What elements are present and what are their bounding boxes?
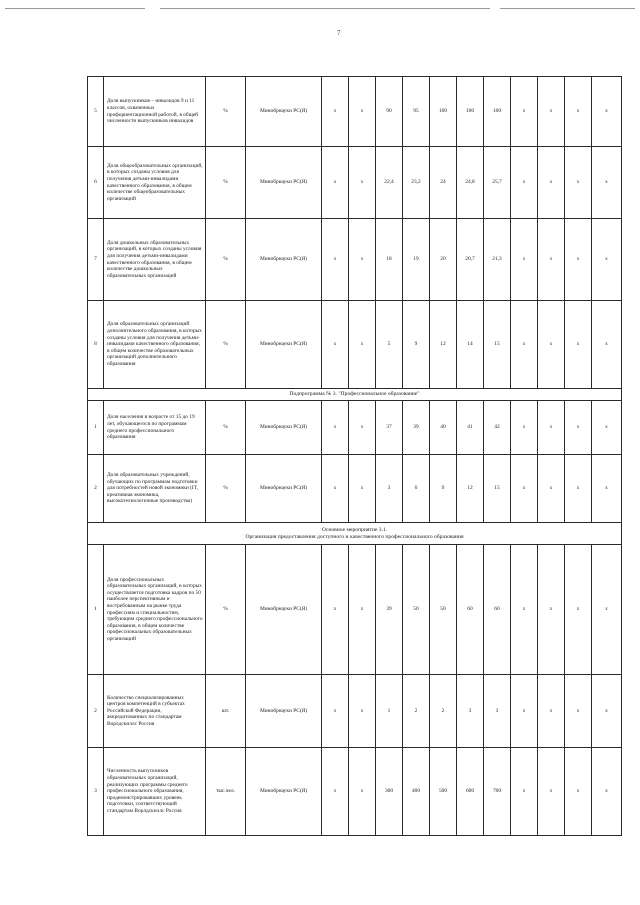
value-cell: х — [511, 77, 538, 147]
value-cell: х — [511, 147, 538, 219]
value-cell: 41 — [457, 401, 484, 455]
row-number: 1 — [88, 401, 104, 455]
value-cell: 24,8 — [457, 147, 484, 219]
value-cell: х — [349, 301, 376, 389]
value-cell: х — [511, 675, 538, 748]
value-cell: х — [538, 301, 565, 389]
value-cell: х — [592, 147, 622, 219]
value-cell: 300 — [376, 748, 403, 836]
unit-cell: % — [206, 301, 246, 389]
unit-cell: % — [206, 77, 246, 147]
subprogram-title: Подпрограмма № 3. "Профессиональное образование" — [88, 389, 622, 401]
responsible-cell: Минобрнауки РС(Я) — [246, 401, 322, 455]
value-cell: 9 — [430, 455, 457, 523]
value-cell: 14 — [457, 301, 484, 389]
value-cell: 100 — [457, 77, 484, 147]
value-cell: 23,2 — [403, 147, 430, 219]
value-cell: 3 — [376, 455, 403, 523]
value-cell: х — [592, 455, 622, 523]
value-cell: 9 — [403, 301, 430, 389]
indicators-table — [87, 76, 622, 836]
value-cell: 100 — [430, 77, 457, 147]
value-cell: х — [511, 219, 538, 301]
value-cell: 500 — [430, 748, 457, 836]
table-row — [88, 401, 622, 455]
value-cell: х — [349, 77, 376, 147]
value-cell: х — [511, 301, 538, 389]
value-cell: 18 — [376, 219, 403, 301]
value-cell: х — [511, 455, 538, 523]
indicator-name: Численность выпускников образовательных организаций, реализующих программы среднего профессионального образования, продемонстрировавших уровень подготовки, соответствующий стандартам Ворлдскиллс Россия — [104, 748, 206, 836]
scan-top-line — [500, 8, 635, 9]
unit-cell: % — [206, 455, 246, 523]
unit-cell: шт. — [206, 675, 246, 748]
value-cell: х — [349, 147, 376, 219]
value-cell: х — [565, 455, 592, 523]
value-cell: х — [538, 219, 565, 301]
value-cell: 39 — [403, 401, 430, 455]
indicator-name: Доля дошкольных образовательных организаций, в которых созданы условия для получения детьми-инвалидами качественного образования, в общем количестве дошкольных образовательных организаций — [104, 219, 206, 301]
value-cell: х — [322, 401, 349, 455]
row-number: 2 — [88, 455, 104, 523]
value-cell: х — [538, 675, 565, 748]
value-cell: 12 — [430, 301, 457, 389]
value-cell: 15 — [484, 301, 511, 389]
value-cell: х — [565, 545, 592, 675]
value-cell: х — [349, 545, 376, 675]
value-cell: х — [538, 147, 565, 219]
value-cell: 5 — [376, 301, 403, 389]
responsible-cell: Минобрнауки РС(Я) — [246, 675, 322, 748]
value-cell: х — [565, 675, 592, 748]
indicator-name: Доля образовательных учреждений, обучающих по программам подготовки для потребностей новой экономики (IT, креативная экономика, высокотехнологичные производства) — [104, 455, 206, 523]
value-cell: 3 — [457, 675, 484, 748]
value-cell: 37 — [376, 401, 403, 455]
row-number: 3 — [88, 748, 104, 836]
value-cell: х — [511, 748, 538, 836]
value-cell: х — [322, 301, 349, 389]
value-cell: 3 — [484, 675, 511, 748]
value-cell: 20,7 — [457, 219, 484, 301]
value-cell: 40 — [430, 401, 457, 455]
table-row — [88, 219, 622, 301]
value-cell: х — [565, 748, 592, 836]
value-cell: х — [538, 77, 565, 147]
value-cell: х — [538, 748, 565, 836]
indicator-name: Доля профессиональных образовательных организаций, в которых осуществляется подготовка кадров по 50 наиболее перспективным и востребованным на рынке труда профессиям и специальностям, требующим среднего профессионального образования, в общем количестве профессиональных образовательных организаций — [104, 545, 206, 675]
table-row — [88, 77, 622, 147]
value-cell: 2 — [403, 675, 430, 748]
value-cell: 600 — [457, 748, 484, 836]
value-cell: х — [511, 545, 538, 675]
value-cell: 20 — [430, 219, 457, 301]
page-number: 7 — [337, 29, 341, 37]
subprogram-row — [88, 389, 622, 401]
value-cell: 95 — [403, 77, 430, 147]
unit-cell: % — [206, 147, 246, 219]
main-measure-title: Основное мероприятие 3.1. — [321, 526, 388, 533]
value-cell: 22,4 — [376, 147, 403, 219]
value-cell: 50 — [403, 545, 430, 675]
value-cell: х — [322, 219, 349, 301]
value-cell: х — [592, 219, 622, 301]
unit-cell: тыс.чел. — [206, 748, 246, 836]
responsible-cell: Минобрнауки РС(Я) — [246, 748, 322, 836]
value-cell: 15 — [484, 455, 511, 523]
value-cell: х — [565, 301, 592, 389]
value-cell: 39 — [376, 545, 403, 675]
value-cell: х — [322, 77, 349, 147]
value-cell: 700 — [484, 748, 511, 836]
value-cell: 25,7 — [484, 147, 511, 219]
value-cell: 12 — [457, 455, 484, 523]
value-cell: х — [565, 147, 592, 219]
indicator-name: Доля выпускников – инвалидов 9 и 11 классов, охваченных профориентационной работой, в общей численности выпускников инвалидов — [104, 77, 206, 147]
responsible-cell: Минобрнауки РС(Я) — [246, 301, 322, 389]
value-cell: х — [349, 219, 376, 301]
value-cell: х — [322, 748, 349, 836]
unit-cell: % — [206, 401, 246, 455]
value-cell: 50 — [430, 545, 457, 675]
value-cell: 21,3 — [484, 219, 511, 301]
value-cell: х — [565, 401, 592, 455]
value-cell: х — [592, 401, 622, 455]
indicator-name: Количество специализированных центров компетенций в субъектах Российской Федерации, аккредитованных по стандартам Ворлдскиллс Россия — [104, 675, 206, 748]
row-number: 7 — [88, 219, 104, 301]
value-cell: х — [592, 301, 622, 389]
value-cell: х — [592, 748, 622, 836]
responsible-cell: Минобрнауки РС(Я) — [246, 219, 322, 301]
value-cell: х — [322, 545, 349, 675]
value-cell: х — [538, 455, 565, 523]
table-row — [88, 301, 622, 389]
value-cell: 19 — [403, 219, 430, 301]
indicator-name: Доля образовательных организаций дополнительного образования, в которых созданы условия для получения детьми-инвалидами качественного образования, в общем количестве образовательных организаций дополнительного образования — [104, 301, 206, 389]
row-number: 8 — [88, 301, 104, 389]
main-measure-subtitle: Организация предоставления доступного и качественного профессионального образования — [245, 533, 464, 540]
unit-cell: % — [206, 219, 246, 301]
scan-top-line — [160, 8, 490, 9]
table-row — [88, 455, 622, 523]
unit-cell: % — [206, 545, 246, 675]
main-measure-row — [88, 523, 622, 545]
value-cell: х — [349, 675, 376, 748]
responsible-cell: Минобрнауки РС(Я) — [246, 545, 322, 675]
table-row — [88, 748, 622, 836]
row-number: 1 — [88, 545, 104, 675]
value-cell: х — [511, 401, 538, 455]
value-cell: 90 — [376, 77, 403, 147]
value-cell: 42 — [484, 401, 511, 455]
value-cell: х — [349, 401, 376, 455]
table-row — [88, 675, 622, 748]
value-cell: х — [349, 455, 376, 523]
scan-top-line — [5, 8, 145, 9]
value-cell: х — [538, 545, 565, 675]
value-cell: х — [322, 675, 349, 748]
value-cell: 100 — [484, 77, 511, 147]
value-cell: х — [565, 77, 592, 147]
responsible-cell: Минобрнауки РС(Я) — [246, 147, 322, 219]
value-cell: х — [592, 77, 622, 147]
responsible-cell: Минобрнауки РС(Я) — [246, 455, 322, 523]
value-cell: 24 — [430, 147, 457, 219]
value-cell: 2 — [430, 675, 457, 748]
value-cell: х — [349, 748, 376, 836]
value-cell: 60 — [457, 545, 484, 675]
table-row — [88, 545, 622, 675]
row-number: 6 — [88, 147, 104, 219]
row-number: 2 — [88, 675, 104, 748]
indicator-name: Доля населения в возрасте от 15 до 19 лет, обучающегося по программам среднего профессионального образования — [104, 401, 206, 455]
value-cell: х — [592, 675, 622, 748]
value-cell: 6 — [403, 455, 430, 523]
value-cell: 60 — [484, 545, 511, 675]
value-cell: х — [322, 147, 349, 219]
value-cell: 1 — [376, 675, 403, 748]
indicator-name: Доля общеобразовательных организаций, в которых созданы условия для получения детьми-инвалидами качественного образования, в общем количестве общеобразовательных организаций — [104, 147, 206, 219]
value-cell: 400 — [403, 748, 430, 836]
value-cell: х — [592, 545, 622, 675]
table-row — [88, 147, 622, 219]
responsible-cell: Минобрнауки РС(Я) — [246, 77, 322, 147]
value-cell: х — [565, 219, 592, 301]
row-number: 5 — [88, 77, 104, 147]
value-cell: х — [538, 401, 565, 455]
value-cell: х — [322, 455, 349, 523]
